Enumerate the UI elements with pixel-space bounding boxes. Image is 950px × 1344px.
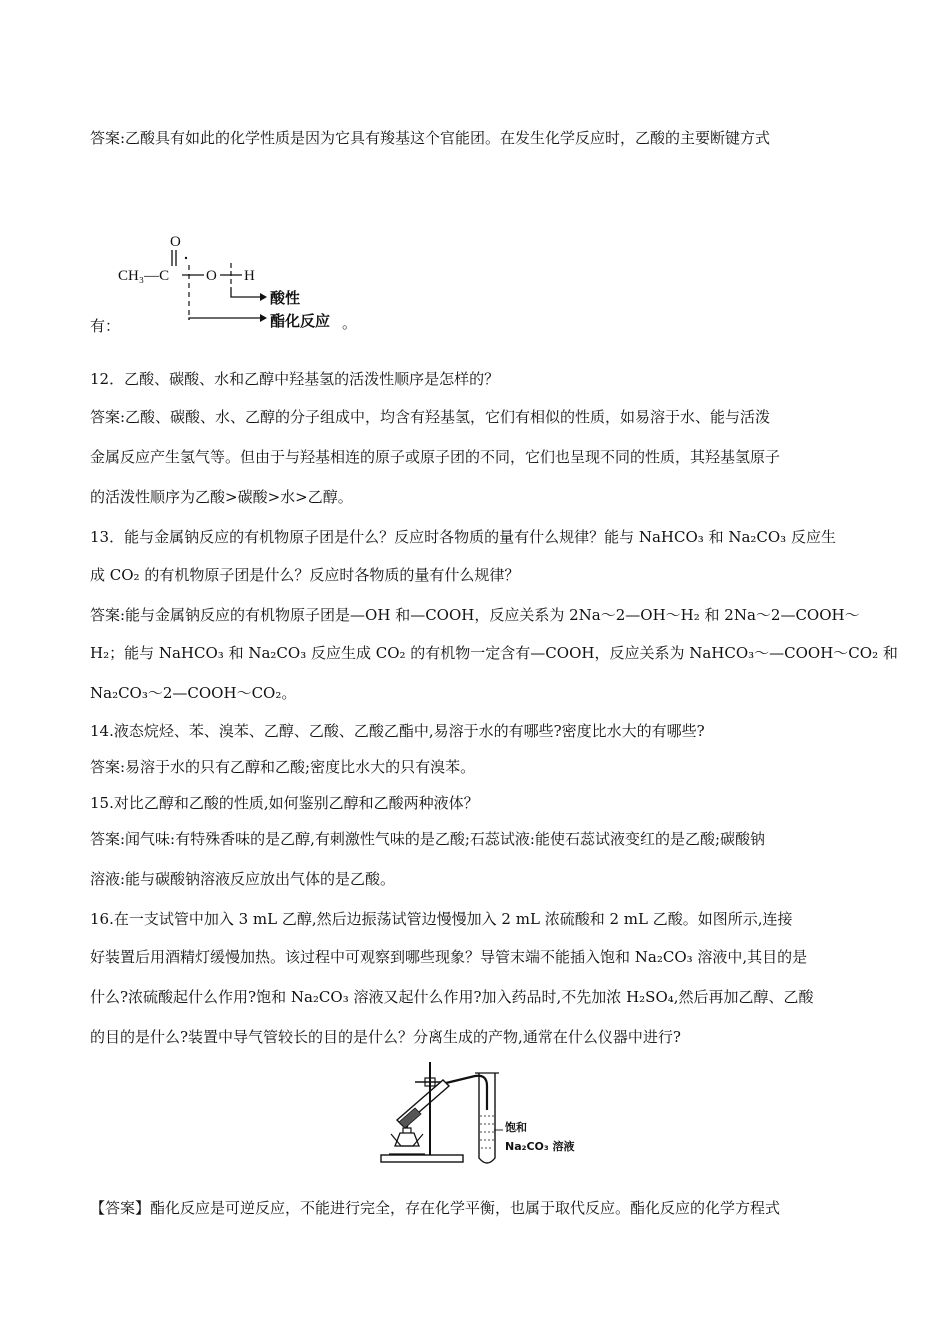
answer-14: 答案:易溶于水的只有乙醇和乙酸;密度比水大的只有溴苯。 [90, 758, 476, 776]
answer-12-line: 金属反应产生氢气等。但由于与羟基相连的原子或原子团的不同，它们也呈现不同的性质，其羟基氢原子 [90, 448, 781, 466]
answer-12-line: 答案:乙酸、碳酸、水、乙醇的分子组成中，均含有羟基氢，它们有相似的性质，如易溶于水、能与活泼 [90, 408, 771, 426]
question-16-line: 什么?浓硫酸起什么作用?饱和 Na₂CO₃ 溶液又起什么作用?加入药品时,不先加浓 H₂SO₄,然后再加乙醇、乙酸 [90, 988, 814, 1006]
esterification-apparatus-diagram [375, 1058, 575, 1173]
question-16-line: 16.在一支试管中加入 3 mL 乙醇,然后边振荡试管边慢慢加入 2 mL 浓硫酸和 2 mL 乙酸。如图所示,连接 [90, 910, 793, 928]
question-12: 12．乙酸、碳酸、水和乙醇中羟基氢的活泼性顺序是怎样的？ [90, 370, 500, 388]
answer-13-line: H₂；能与 NaHCO₃ 和 Na₂CO₃ 反应生成 CO₂ 的有机物一定含有—COOH，反应关系为 NaHCO₃～—COOH～CO₂ 和 [90, 644, 898, 662]
answer-15-line: 答案:闻气味:有特殊香味的是乙醇,有刺激性气味的是乙酸;石蕊试液:能使石蕊试液变红的是乙酸;碳酸钠 [90, 830, 766, 848]
hydrogen-atom: H [244, 268, 255, 284]
sentence-end-mark: 。 [342, 314, 358, 332]
question-15: 15.对比乙醇和乙酸的性质,如何鉴别乙醇和乙酸两种液体？ [90, 794, 479, 812]
answer-15-line: 溶液:能与碳酸钠溶液反应放出气体的是乙酸。 [90, 870, 396, 888]
label-acidity: 酸性 [270, 289, 301, 307]
question-16-line: 好装置后用酒精灯缓慢加热。该过程中可观察到哪些现象？导管末端不能插入饱和 Na₂CO₃ 溶液中,其目的是 [90, 948, 808, 966]
ch3-c-group: CH₃—C [118, 268, 170, 284]
acetic-acid-bond-diagram [110, 228, 370, 338]
answer-16-line: 【答案】酯化反应是可逆反应，不能进行完全，存在化学平衡，也属于取代反应。酯化反应的化学方程式 [90, 1199, 781, 1217]
question-16-line: 的目的是什么?装置中导气管较长的目的是什么？分离生成的产物,通常在什么仪器中进行? [90, 1028, 681, 1046]
question-13-line: 13．能与金属钠反应的有机物原子团是什么？反应时各物质的量有什么规律？能与 NaHCO₃ 和 Na₂CO₃ 反应生 [90, 528, 836, 546]
label-saturated: 饱和 [505, 1121, 527, 1134]
label-esterification: 酯化反应 [270, 312, 331, 330]
question-13-line: 成 CO₂ 的有机物原子团是什么？反应时各物质的量有什么规律？ [90, 566, 520, 584]
carbonyl-oxygen: O [170, 234, 181, 250]
answer-text-line: 答案:乙酸具有如此的化学性质是因为它具有羧基这个官能团。在发生化学反应时，乙酸的主要断键方式 [90, 129, 771, 147]
label-na2co3-solution: Na₂CO₃ 溶液 [505, 1140, 575, 1153]
answer-12-line: 的活泼性顺序为乙酸>碳酸>水>乙醇。 [90, 488, 353, 506]
answer-13-line: 答案:能与金属钠反应的有机物原子团是—OH 和—COOH，反应关系为 2Na～2—OH～H₂ 和 2Na～2—COOH～ [90, 606, 860, 624]
hydroxyl-oxygen: O [206, 268, 217, 284]
answer-13-line: Na₂CO₃～2—COOH～CO₂。 [90, 684, 297, 702]
question-14: 14.液态烷烃、苯、溴苯、乙醇、乙酸、乙酸乙酯中,易溶于水的有哪些?密度比水大的有哪些? [90, 722, 705, 740]
answer-text-line: 有： [90, 317, 121, 335]
